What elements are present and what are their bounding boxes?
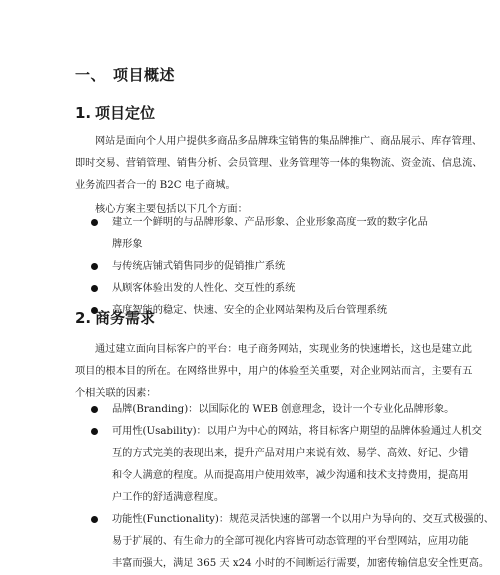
list-item: 建立一个鲜明的与品牌形象、产品形象、企业形象高度一致的数字化品牌形象 bbox=[90, 212, 435, 256]
paragraph-line: 通过建立面向目标客户的平台：电子商务网站，实现业务的快速增长，这也是建立此 bbox=[95, 344, 472, 355]
list-item: 与传统店铺式销售同步的促销推广系统 bbox=[90, 256, 435, 278]
bullet-icon bbox=[91, 406, 98, 413]
factor-bullet-list bbox=[90, 399, 494, 575]
bullet-icon bbox=[91, 263, 98, 270]
bullet-icon bbox=[91, 219, 98, 226]
paragraph-line: 即时交易、营销管理、销售分析、会员管理、业务管理等一体的集物流、资金流、信息流、 bbox=[75, 158, 483, 169]
list-item: 高度智能的稳定、快速、安全的企业网站架构及后台管理系统 bbox=[90, 300, 435, 322]
paragraph-line: 网站是面向个人用户提供多商品多品牌珠宝销售的集品牌推广、商品展示、库存管理、 bbox=[95, 136, 483, 147]
list-item: 功能性(Functionality)：规范灵活快速的部署一个以用户为导向的、交互式极强的、 易于扩展的、有生命力的全部可视化内容皆可动态管理的平台型网站，应用功能 丰富而强大，满足 365 天 x24 小时的不间断运行需要，加密传输信息安全性更高。 bbox=[90, 509, 435, 575]
section-title: 项目概述 bbox=[113, 66, 176, 84]
list-item: 品牌(Branding)：以国际化的 WEB 创意理念，设计一个专业化品牌形象。 bbox=[90, 399, 435, 421]
requirements-paragraph bbox=[75, 339, 473, 405]
bullet-icon bbox=[91, 428, 98, 435]
paragraph-line: 个相关联的因素： bbox=[75, 388, 157, 399]
core-bullet-list bbox=[90, 212, 435, 322]
section-heading bbox=[75, 64, 175, 85]
heading-positioning bbox=[75, 102, 155, 123]
positioning-paragraph bbox=[75, 131, 483, 197]
bullet-icon bbox=[91, 516, 98, 523]
heading-requirements bbox=[75, 307, 155, 328]
paragraph-line: 业务流四者合一的 B2C 电子商城。 bbox=[75, 180, 236, 191]
heading-positioning-title: 项目定位 bbox=[95, 104, 156, 122]
paragraph-line: 项目的根本目的所在。在网络世界中，用户的体验至关重要，对企业网站而言，主要有五 bbox=[75, 366, 473, 377]
bullet-icon bbox=[91, 285, 98, 292]
list-item: 可用性(Usability)：以用户为中心的网站，将目标客户期望的品牌体验通过人机交 互的方式完美的表现出来，提升产品对用户来说有效、易学、高效、好记、少错 和令人满意的程度。从而提高用户使用效率，减少沟通和技术支持费用，提高用 户工作的舒适满意程度。 bbox=[90, 421, 435, 509]
heading-requirements-number: 2. bbox=[75, 309, 92, 327]
heading-positioning-number: 1. bbox=[75, 104, 92, 122]
heading-requirements-title: 商务需求 bbox=[95, 309, 156, 327]
list-item: 从顾客体验出发的人性化、交互性的系统 bbox=[90, 278, 435, 300]
core-intro: 核心方案主要包括以下几个方面： bbox=[95, 204, 248, 215]
section-number: 一、 bbox=[75, 66, 107, 84]
